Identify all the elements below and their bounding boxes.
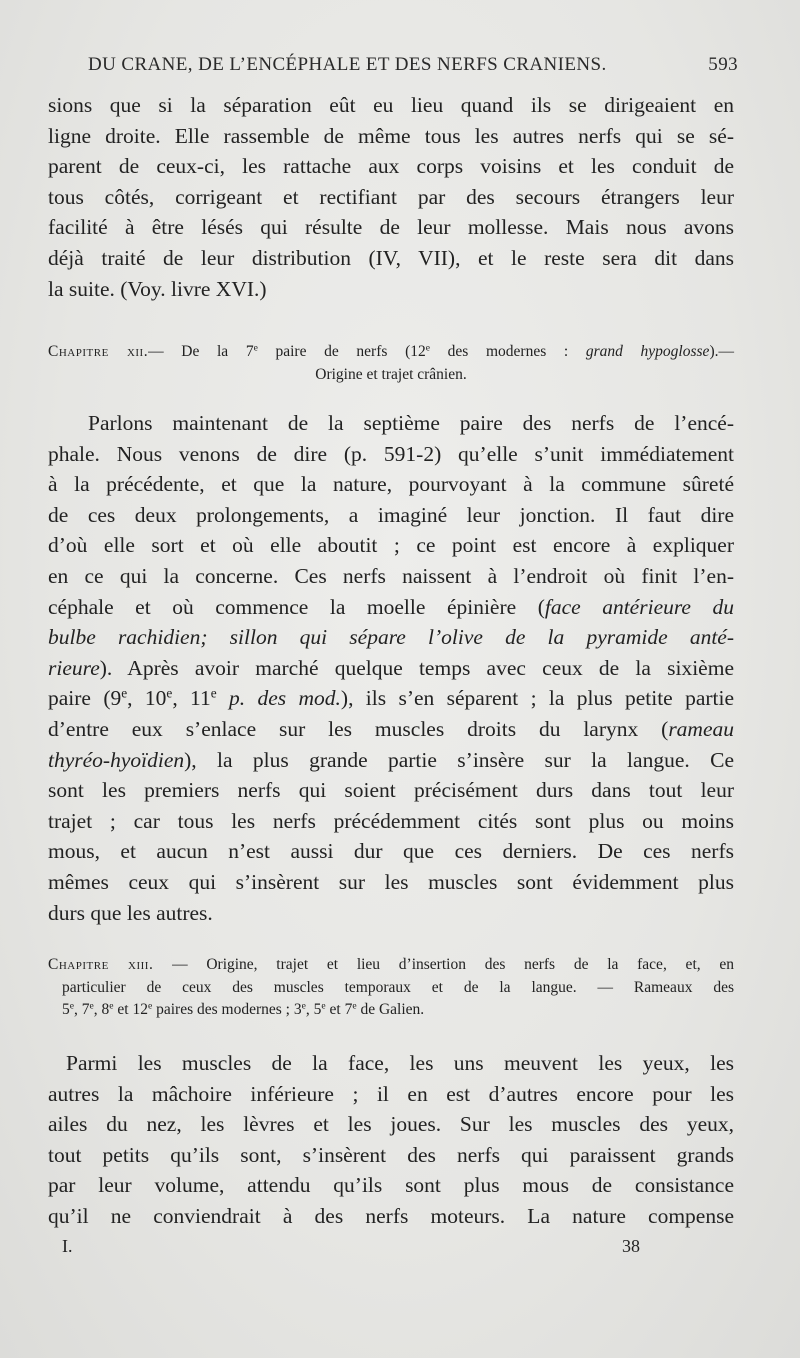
running-title: DU CRANE, DE L’ENCÉPHALE ET DES NERFS CRANIENS. <box>88 54 607 75</box>
text-line: paire (9e, 10e, 11e p. des mod.), ils s’en séparent ; la plus petite partie <box>48 686 735 711</box>
chapter-caption-xii <box>48 341 734 386</box>
text-line: parent de ceux-ci, les rattache aux corps voisins et les conduit de <box>48 154 734 179</box>
paragraph-face-muscles <box>48 1048 734 1232</box>
text-line: autres la mâchoire inférieure ; il en est d’autres encore pour les <box>48 1081 734 1106</box>
sheet-number: 38 <box>622 1236 640 1256</box>
chapter-label: Chapitre xii. <box>48 343 149 360</box>
text-line: de ces deux prolongements, a imaginé leur jonction. Il faut dire <box>48 502 734 527</box>
caption-line: Chapitre xii.— De la 7e paire de nerfs (12e des modernes : grand hypoglosse).— <box>48 342 734 360</box>
text-line: qu’il ne conviendrait à des nerfs moteurs. La nature compense <box>48 1203 734 1228</box>
text-line: mêmes ceux qui s’insèrent sur les muscles sont évidemment plus <box>48 869 734 894</box>
text-line: la suite. (Voy. livre XVI.) <box>48 276 267 301</box>
text-line: d’entre eux s’enlace sur les muscles droits du larynx (rameau <box>48 716 734 741</box>
text-line: d’où elle sort et où elle aboutit ; ce point est encore à expliquer <box>48 533 734 558</box>
text-line: déjà traité de leur distribution (IV, VII), et le reste sera dit dans <box>48 245 734 270</box>
caption-line: 5e, 7e, 8e et 12e paires des modernes ; 3e, 5e et 7e de Galien. <box>62 1000 425 1018</box>
text-line: par leur volume, attendu qu’ils sont plus mous de consistance <box>48 1173 734 1198</box>
text-line: ailes du nez, les lèvres et les joues. Sur les muscles des yeux, <box>48 1112 734 1137</box>
text-line: sont les premiers nerfs qui soient précisément durs dans tout leur <box>48 778 734 803</box>
text-line: Parlons maintenant de la septième paire des nerfs de l’encé- <box>88 411 734 435</box>
text-line: facilité à être lésés qui résulte de leur mollesse. Mais nous avons <box>48 215 734 240</box>
caption-line: particulier de ceux des muscles temporaux et de la langue. — Rameaux des <box>62 978 734 996</box>
text-line: rieure). Après avoir marché quelque temps avec ceux de la sixième <box>48 655 734 680</box>
page-number: 593 <box>708 54 738 75</box>
text-line: phale. Nous venons de dire (p. 591-2) qu’elle s’unit immédiatement <box>48 441 734 466</box>
page-footer <box>62 1236 662 1260</box>
text-line: en ce qui la concerne. Ces nerfs naissent à l’endroit où finit l’en- <box>48 563 734 588</box>
text-line: mous, et aucun n’est aussi dur que ces derniers. De ces nerfs <box>48 839 734 864</box>
running-header <box>88 54 738 84</box>
text-line: tout petits qu’ils sont, s’insèrent des nerfs qui paraissent grands <box>48 1142 734 1167</box>
text-line: thyréo-hyoïdien), la plus grande partie s’insère sur la langue. Ce <box>48 747 734 772</box>
paragraph-continuation <box>48 90 734 304</box>
caption-line: Chapitre xiii. — Origine, trajet et lieu d’insertion des nerfs de la face, et, en <box>48 956 734 973</box>
paragraph-seventh-pair <box>48 408 734 928</box>
text-line: à la précédente, et que la nature, pourvoyant à la commune sûreté <box>48 472 734 497</box>
text-line: trajet ; car tous les nerfs précédemment cités sont plus ou moins <box>48 808 734 833</box>
text-line: durs que les autres. <box>48 900 213 925</box>
text-line: bulbe rachidien; sillon qui sépare l’olive de la pyramide anté- <box>48 625 734 650</box>
text-line: sions que si la séparation eût eu lieu quand ils se dirigeaient en <box>48 93 734 117</box>
text-line: tous côtés, corrigeant et rectifiant par des secours étrangers leur <box>48 184 734 209</box>
text-line: céphale et où commence la moelle épinière (face antérieure du <box>48 594 734 619</box>
signature-mark: I. <box>62 1236 73 1256</box>
text-line: ligne droite. Elle rassemble de même tous les autres nerfs qui se sé- <box>48 123 734 148</box>
text-line: Parmi les muscles de la face, les uns meuvent les yeux, les <box>66 1051 734 1075</box>
chapter-caption-xiii <box>48 954 734 1022</box>
chapter-label: Chapitre xiii. <box>48 956 154 973</box>
caption-line: Origine et trajet crânien. <box>315 365 467 383</box>
